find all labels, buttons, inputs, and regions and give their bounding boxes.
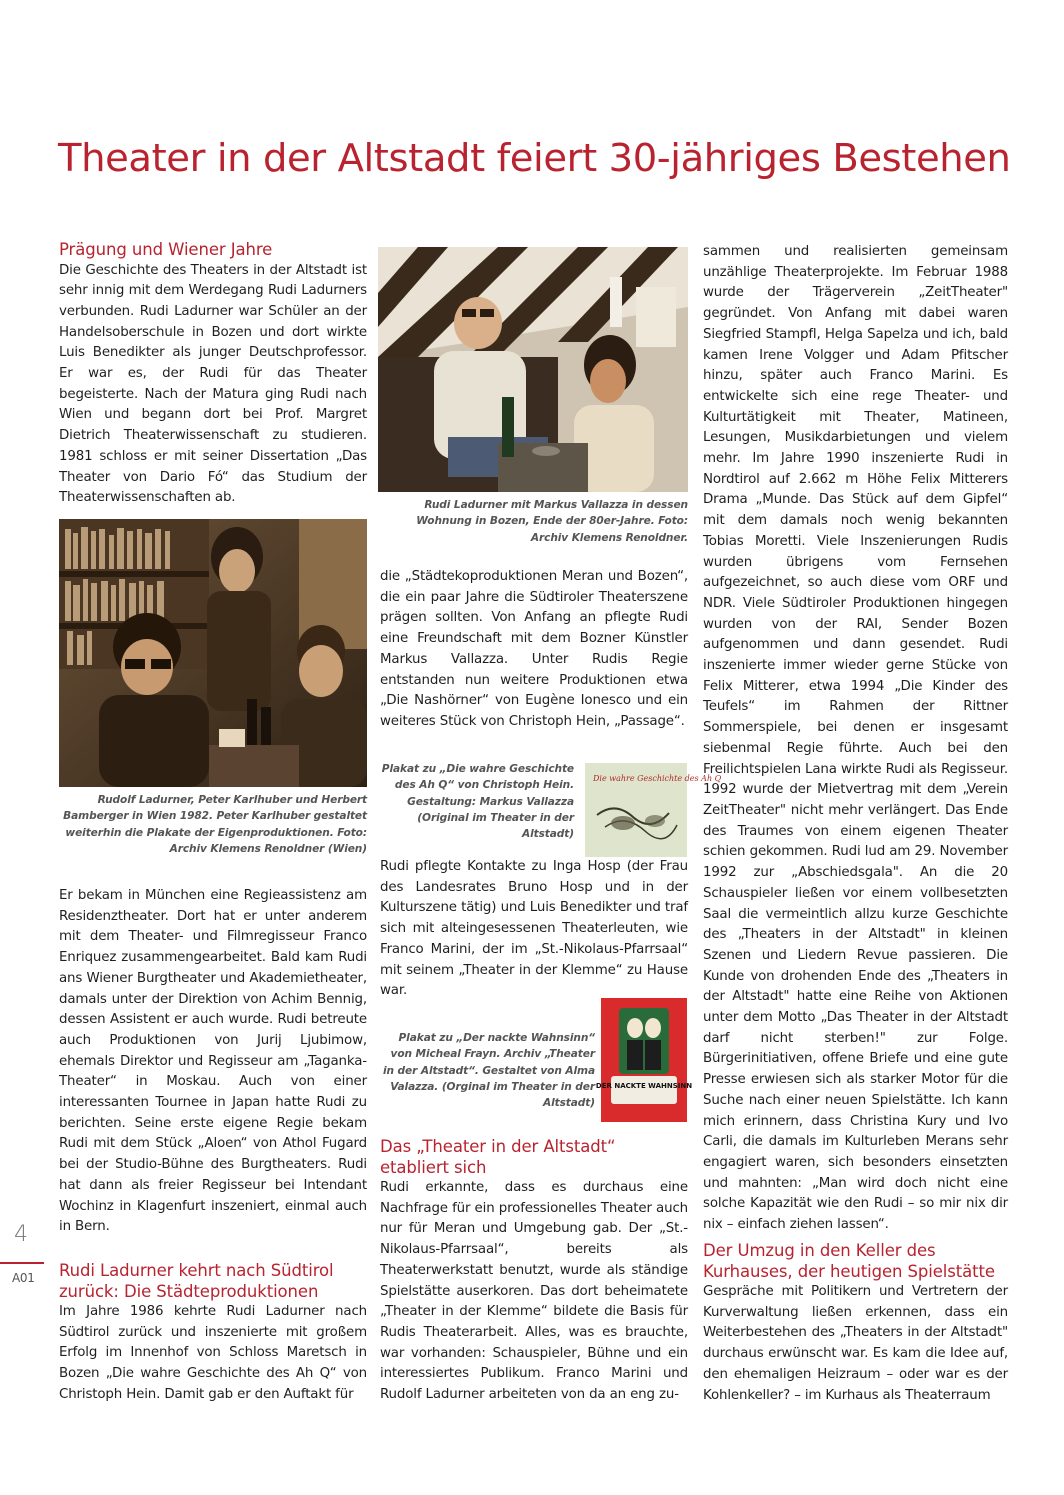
- column-3-section4: [703, 1241, 1008, 1406]
- paragraph-praegung: Die Geschichte des Theaters in der Altstadt ist sehr innig mit dem Werdegang Rudi Ladurners verbunden. Rudi Ladurner war Schüler an der Handelsoberschule in Bozen und dort wirkte Luis Benedikter als junger Deutschprofessor. Er war es, der Rudi für das Theater begeisterte. Nach der Matura ging Rudi nach Wien und begann dort bei Prof. Margret Dietrich Theaterwissenschaft zu studieren. 1981 schloss er mit seiner Dissertation „Das Theater von Dario Fó“ das Studium der Theaterwissenschaften ab.: [59, 262, 367, 506]
- section-heading-umzug: Der Umzug in den Keller des Kurhauses, der heutigen Spielstätte: [703, 1241, 995, 1281]
- column-2-section3: [380, 1137, 688, 1406]
- column-1: [59, 240, 367, 509]
- poster-der-nackte-wahnsinn: [595, 998, 693, 1122]
- photo-vienna-1982: [59, 519, 367, 787]
- column-2-caption-top: [380, 497, 688, 546]
- poster-wahnsinn-handwriting: DER NACKTE WAHNSINN: [595, 1082, 693, 1090]
- paragraph-muenchen-wien: Er bekam in München eine Regieassistenz am Residenztheater. Dort hat er unter anderem mit dem Theater- und Filmregisseur Franco Enriquez zusammengearbeitet. Bald kam Rudi ans Wiener Burgtheater und Akademietheater, damals unter der Direktion von Achim Bennig, dessen Assistent er auch wurde. Rudi betreute auch Produktionen von Jurij Ljubimow, ehemals Direktor und Regisseur am „Taganka-Theater“ in Moskau. Auch von einer interessanten Tournee in Japan hatte Rudi zu berichten. Seine erste eigene Regie bekam Rudi mit dem Stück „Aloen“ von Athol Fugard bei der Studio-Bühne des Burgtheaters. Rudi hat dann als freier Regisseur bei Intendant Wochinz in Klagenfurt inszeniert, einmal auch in Bern.: [59, 888, 367, 1235]
- caption-poster-wahnsinn: Plakat zu „Der nackte Wahnsinn“ von Micheal Frayn. Archiv „Theater in der Altstadt“. Gestaltet von Alma Valazza. (Orginal im Theater in der Altstadt): [383, 1032, 595, 1110]
- page-number: 4: [14, 1222, 28, 1247]
- poster-ahq: [585, 763, 722, 857]
- section-heading-praegung: Prägung und Wiener Jahre: [59, 240, 273, 259]
- paragraph-umzug: Gespräche mit Politikern und Vertretern der Kurverwaltung ließen erkennen, dass ein Weiterbestehen des „Theaters in der Altstadt" durchaus erwünscht war. Es kam die Idee auf, den ehemaligen Heizraum – oder war es der Kohlenkeller? – im Kurhaus als Theaterraum: [703, 1284, 1008, 1403]
- column-1-continued: [59, 886, 367, 1238]
- paragraph-staedtekoproduktionen: die „Städtekoproduktionen Meran und Bozen“, die ein paar Jahre die Südtiroler Theaterszene prägen sollten. Von Anfang an pflegte Rudi eine Freundschaft mit dem Bozner Künstler Markus Vallazza. Unter Rudis Regie entstanden nun weitere Produktionen etwa „Die Nashörner“ von Eugène Ionesco und ein weiteres Stück von Christoph Hein, „Passage“.: [380, 569, 688, 729]
- poster-wahnsinn-caption-block: [380, 1030, 595, 1111]
- column-3: [703, 242, 1008, 1236]
- column-2-text2: [380, 857, 688, 1002]
- column-1-caption: [59, 792, 367, 857]
- poster-ahq-handwriting: Die wahre Geschichte des Ah Q: [593, 774, 722, 783]
- section-heading-etabliert: Das „Theater in der Altstadt“ etabliert sich: [380, 1137, 616, 1177]
- paragraph-kontakte: Rudi pflegte Kontakte zu Inga Hosp (der Frau des Landesrates Bruno Hosp und in der Kulturszene tätig) und Luis Benedikter und traf sich mit alteingesessenen Theaterleuten, wie Franco Marini, der im „St.-Nikolaus-Pfarrsaal“ mit seinem „Theater in der Klemme“ zu Hause war.: [380, 859, 688, 999]
- paragraph-etabliert: Rudi erkannte, dass es durchaus eine Nachfrage für ein professionelles Theater auch nur für Meran und Umgebung gab. Der „St.-Nikolaus-Pfarrsaal“, bereits als Theaterwerkstatt benutzt, wurde als ständige Spielstätte auserkoren. Das dort beheimatete „Theater in der Klemme“ bildete die Basis für Rudis Theaterarbeit. Alles, was es brauchte, war vorhanden: Schauspieler, Bühne und ein interessiertes Publikum. Franco Marini und Rudolf Ladurner arbeiteten von da an eng zu-: [380, 1180, 688, 1403]
- column-1-section2: [59, 1261, 367, 1406]
- section-heading-staedteproduktionen: Rudi Ladurner kehrt nach Südtirol zurück: Die Städteproduktionen: [59, 1261, 334, 1301]
- poster-ahq-caption-block: [380, 761, 574, 842]
- page-code: A01: [12, 1271, 35, 1285]
- paragraph-staedteproduktionen: Im Jahre 1986 kehrte Rudi Ladurner nach Südtirol zurück und inszenierte mit großem Erfolg im Innenhof von Schloss Maretsch in Bozen „Die wahre Geschichte des Ah Q“ von Christoph Hein. Damit gab er den Auftakt für: [59, 1304, 367, 1402]
- caption-photo-vienna: Rudolf Ladurner, Peter Karlhuber und Herbert Bamberger in Wien 1982. Peter Karlhuber gestaltet weiterhin die Plakate der Eigenproduktionen. Foto: Archiv Klemens Renoldner (Wien): [63, 794, 367, 855]
- paragraph-zeittheater: sammen und realisierten gemeinsam unzählige Theaterprojekte. Im Februar 1988 wurde der Trägerverein „ZeitTheater" gegründet. Von Anfang mit dabei waren Siegfried Stampfl, Helga Sapelza und ich, bald kamen Irene Volgger und Adam Pfitscher hinzu, später auch Franco Marini. Es entwickelte sich eine rege Theater- und Kulturtätigkeit mit Theater, Matineen, Lesungen, Musikdarbietungen und vielem mehr. Im Jahre 1990 inszenierte Rudi in Nordtirol auf 2.662 m Höhe Felix Mitterers Drama „Munde. Das Stück auf dem Gipfel“ mit dem damals noch wenig bekannten Tobias Moretti. Viele Inszenierungen Rudis wurden übrigens vom Fernsehen aufgezeichnet, so auch diese vom ORF und NDR. Viele Südtiroler Produktionen hingegen wurden von der RAI, Sender Bozen aufgenommen und dann gesendet. Rudi inszenierte immer wieder gerne Stücke von Felix Mitterer, etwa 1994 „Die Kinder des Teufels“ im Rahmen der Rittner Sommerspiele, bei denen er insgesamt siebenmal Regie führte. Auch bei den Freilichtspielen Lana wirkte Rudi als Regisseur. 1992 wurde der Mietvertrag mit dem „Verein ZeitTheater" nicht mehr verlängert. Das Ende des Traumes von einem eigenen Theater schien gekommen. Rudi lud am 29. November 1992 zur „Abschiedsgala". An die 20 Schauspieler ließen vor einem vollbesetzten Saal die vermeintlich allzu kurze Geschichte des „Theaters in der Altstadt" in kleinen Szenen und Liedern Revue passieren. Die Kunde von drohenden Ende des „Theaters in der Altstadt" hatte eine Reihe von Aktionen unter dem Motto „Das Theater in der Altstadt darf nicht sterben!" zur Folge. Bürgerinitiativen, offene Briefe und eine gute Presse erwiesen sich als starker Motor für die Suche nach einer neuen Spielstätte. Ich kann mich erinnern, dass Christina Kury und Ivo Carli, die damals im Kulturleben Merans sehr engagiert waren, sich besonders einsetzten und mahnten: „Man wird doch nicht eine solche Kapazität wie den Rudi – so mir nix dir nix – einfach ziehen lassen“.: [703, 244, 1008, 1233]
- page-marker-line: [0, 1262, 44, 1264]
- column-2-text: [380, 567, 688, 733]
- article-title: Theater in der Altstadt feiert 30-jähriges Bestehen: [58, 136, 1011, 181]
- caption-poster-ahq: Plakat zu „Die wahre Geschichte des Ah Q“ von Christoph Hein. Gestaltung: Markus Vallazza (Original im Theater in der Altstadt): [381, 763, 574, 841]
- caption-photo-vallazza: Rudi Ladurner mit Markus Vallazza in dessen Wohnung in Bozen, Ende der 80er-Jahre. Foto: Archiv Klemens Renoldner.: [416, 499, 688, 544]
- photo-vallazza-apartment: [378, 247, 688, 492]
